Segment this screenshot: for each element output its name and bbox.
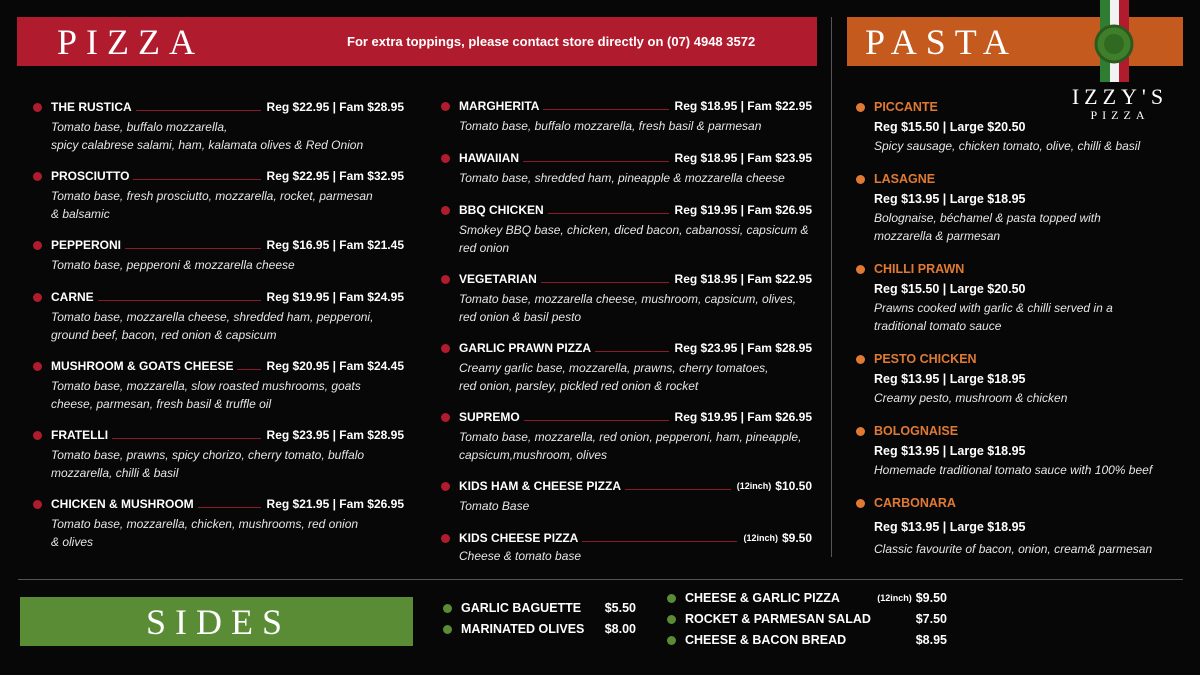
sides-banner: [20, 597, 413, 646]
item-desc: Tomato base, mozzarella, slow roasted mushrooms, goats: [51, 379, 361, 393]
item-desc: mozzarella & parmesan: [874, 229, 1001, 243]
menu-item: [856, 495, 1152, 558]
item-desc: Creamy garlic base, mozzarella, prawns, cherry tomatoes,: [459, 361, 769, 375]
item-desc: red onion: [459, 241, 510, 255]
item-price: Reg $15.50 | Large $20.50: [874, 282, 1026, 296]
item-desc: ground beef, bacon, red onion & capsicum: [51, 328, 277, 342]
bullet-icon: [441, 344, 450, 353]
item-price: Reg $15.50 | Large $20.50: [874, 120, 1026, 134]
bullet-icon: [441, 482, 450, 491]
bullet-icon: [33, 500, 42, 509]
menu-item: [33, 427, 404, 482]
side-price: $7.50: [915, 612, 947, 626]
item-desc: mozzarella, chilli & basil: [51, 466, 179, 480]
menu-item: [856, 261, 1113, 335]
menu-item: [441, 478, 812, 515]
sides-divider: [18, 579, 1183, 580]
bullet-icon: [667, 594, 676, 603]
item-name: BOLOGNAISE: [874, 424, 959, 438]
item-price: Reg $13.95 | Large $18.95: [874, 444, 1026, 458]
bullet-icon: [441, 102, 450, 111]
pasta-title: PASTA: [865, 21, 1018, 62]
item-name: LASAGNE: [874, 172, 936, 186]
item-desc: & balsamic: [51, 207, 110, 221]
bullet-icon: [667, 636, 676, 645]
menu-item: [441, 202, 812, 257]
item-desc: Bolognaise, béchamel & pasta topped with: [874, 211, 1101, 225]
menu-item: [33, 358, 404, 413]
item-name: FRATELLI: [51, 428, 109, 442]
side-item: [667, 633, 947, 647]
item-price: Reg $18.95 | Fam $22.95: [674, 272, 812, 286]
item-name: SUPREMO: [459, 410, 520, 424]
item-price: Reg $20.95 | Fam $24.45: [266, 359, 404, 373]
item-name: CHILLI PRAWN: [874, 262, 965, 276]
item-desc: Tomato base, shredded ham, pineapple & mozzarella cheese: [459, 171, 785, 185]
bullet-icon: [856, 355, 865, 364]
menu-item: [441, 409, 812, 464]
item-name: KIDS CHEESE PIZZA: [459, 531, 579, 545]
item-name: KIDS HAM & CHEESE PIZZA: [459, 479, 622, 493]
item-size: (12inch): [743, 533, 778, 543]
item-desc: Spicy sausage, chicken tomato, olive, chilli & basil: [874, 139, 1141, 153]
bullet-icon: [441, 154, 450, 163]
item-desc: Tomato base, buffalo mozzarella,: [51, 120, 228, 134]
toppings-note: For extra toppings, please contact store directly on (07) 4948 3572: [347, 34, 756, 49]
menu-item: [441, 150, 812, 187]
item-price: Reg $13.95 | Large $18.95: [874, 520, 1026, 534]
bullet-icon: [441, 206, 450, 215]
item-name: HAWAIIAN: [459, 151, 519, 165]
item-desc: Homemade traditional tomato sauce with 100% beef: [874, 463, 1153, 477]
side-price: $8.95: [915, 633, 947, 647]
menu-item: [33, 289, 404, 344]
item-desc: Creamy pesto, mushroom & chicken: [874, 391, 1068, 405]
item-name: BBQ CHICKEN: [459, 203, 544, 217]
item-price: Reg $18.95 | Fam $23.95: [674, 151, 812, 165]
logo-name: IZZY'S: [1071, 84, 1169, 109]
item-name: MUSHROOM & GOATS CHEESE: [51, 359, 234, 373]
bullet-icon: [443, 625, 452, 634]
side-item: [667, 591, 947, 605]
side-price: $9.50: [915, 591, 947, 605]
item-desc: red onion & basil pesto: [459, 310, 582, 324]
menu-item: [33, 99, 404, 154]
item-desc: Tomato base, mozzarella, red onion, pepperoni, ham, pineapple,: [459, 430, 802, 444]
side-size: (12inch): [877, 593, 912, 603]
side-name: GARLIC BAGUETTE: [461, 601, 582, 615]
pizza-title: PIZZA: [57, 21, 204, 62]
column-divider: [831, 17, 832, 557]
item-desc: red onion, parsley, pickled red onion & rocket: [459, 379, 699, 393]
item-name: MARGHERITA: [459, 99, 540, 113]
item-desc: & olives: [51, 535, 94, 549]
item-price: Reg $23.95 | Fam $28.95: [674, 341, 812, 355]
item-desc: Prawns cooked with garlic & chilli served in a: [874, 301, 1113, 315]
item-desc: Tomato base, pepperoni & mozzarella cheese: [51, 258, 295, 272]
item-desc: Tomato base, mozzarella, chicken, mushrooms, red onion: [51, 517, 359, 531]
item-desc: Classic favourite of bacon, onion, cream& parmesan: [874, 542, 1153, 556]
bullet-icon: [33, 172, 42, 181]
menu-item: [33, 237, 404, 274]
item-desc: Smokey BBQ base, chicken, diced bacon, cabanossi, capsicum &: [459, 223, 809, 237]
menu-item: [33, 496, 404, 551]
item-price: $10.50: [775, 479, 812, 493]
menu-item: [441, 98, 812, 135]
item-name: GARLIC PRAWN PIZZA: [459, 341, 591, 355]
bullet-icon: [856, 427, 865, 436]
side-name: CHEESE & GARLIC PIZZA: [685, 591, 840, 605]
item-desc: Tomato Base: [459, 499, 530, 513]
side-name: ROCKET & PARMESAN SALAD: [685, 612, 871, 626]
item-price: $9.50: [781, 531, 812, 545]
pizza-banner: [17, 17, 817, 66]
menu-item: [856, 171, 1101, 245]
menu-item: [33, 168, 404, 223]
item-desc: Tomato base, prawns, spicy chorizo, cherry tomato, buffalo: [51, 448, 365, 462]
bullet-icon: [441, 275, 450, 284]
item-price: Reg $19.95 | Fam $24.95: [266, 290, 404, 304]
item-desc: traditional tomato sauce: [874, 319, 1002, 333]
item-price: Reg $23.95 | Fam $28.95: [266, 428, 404, 442]
item-price: Reg $19.95 | Fam $26.95: [674, 203, 812, 217]
bullet-icon: [443, 604, 452, 613]
side-item: [443, 601, 636, 615]
bullet-icon: [441, 534, 450, 543]
bullet-icon: [856, 265, 865, 274]
logo-subtitle: PIZZA: [1090, 108, 1150, 122]
bullet-icon: [667, 615, 676, 624]
bullet-icon: [441, 413, 450, 422]
menu-item: [441, 271, 812, 326]
item-price: Reg $19.95 | Fam $26.95: [674, 410, 812, 424]
bullet-icon: [33, 362, 42, 371]
item-name: CHICKEN & MUSHROOM: [51, 497, 194, 511]
sides-title: SIDES: [145, 601, 292, 642]
item-desc: cheese, parmesan, fresh basil & truffle oil: [51, 397, 272, 411]
item-price: Reg $13.95 | Large $18.95: [874, 372, 1026, 386]
item-price: Reg $18.95 | Fam $22.95: [674, 99, 812, 113]
menu-item: [441, 530, 812, 565]
item-size: (12inch): [736, 481, 772, 491]
menu-item: [856, 351, 1067, 407]
item-price: Reg $13.95 | Large $18.95: [874, 192, 1026, 206]
item-name: CARBONARA: [874, 496, 956, 510]
item-desc: capsicum,mushroom, olives: [459, 448, 608, 462]
bullet-icon: [856, 103, 865, 112]
item-name: PROSCIUTTO: [51, 169, 130, 183]
side-name: MARINATED OLIVES: [461, 622, 585, 636]
item-name: THE RUSTICA: [51, 100, 132, 114]
item-desc: Tomato base, mozzarella cheese, mushroom, capsicum, olives,: [459, 292, 797, 306]
item-price: Reg $22.95 | Fam $28.95: [266, 100, 404, 114]
side-name: CHEESE & BACON BREAD: [685, 633, 847, 647]
side-item: [443, 622, 636, 636]
item-desc: Tomato base, buffalo mozzarella, fresh basil & parmesan: [459, 119, 762, 133]
bullet-icon: [33, 431, 42, 440]
bullet-icon: [856, 175, 865, 184]
menu-item: [856, 423, 1152, 479]
item-name: VEGETARIAN: [459, 272, 537, 286]
item-price: Reg $22.95 | Fam $32.95: [266, 169, 404, 183]
side-price: $8.00: [604, 622, 636, 636]
side-price: $5.50: [604, 601, 636, 615]
item-name: PEPPERONI: [51, 238, 122, 252]
item-desc: Tomato base, fresh prosciutto, mozzarella, rocket, parmesan: [51, 189, 373, 203]
item-price: Reg $21.95 | Fam $26.95: [266, 497, 404, 511]
item-name: CARNE: [51, 290, 94, 304]
bullet-icon: [33, 103, 42, 112]
bullet-icon: [33, 293, 42, 302]
bullet-icon: [33, 241, 42, 250]
menu-item: [856, 99, 1140, 155]
bullet-icon: [856, 499, 865, 508]
item-name: PESTO CHICKEN: [874, 352, 977, 366]
item-desc: Cheese & tomato base: [459, 549, 582, 563]
item-price: Reg $16.95 | Fam $21.45: [266, 238, 404, 252]
menu-item: [441, 340, 812, 395]
side-item: [667, 612, 947, 626]
item-desc: Tomato base, mozzarella cheese, shredded ham, pepperoni,: [51, 310, 374, 324]
item-desc: spicy calabrese salami, ham, kalamata olives & Red Onion: [51, 138, 364, 152]
item-name: PICCANTE: [874, 100, 938, 114]
